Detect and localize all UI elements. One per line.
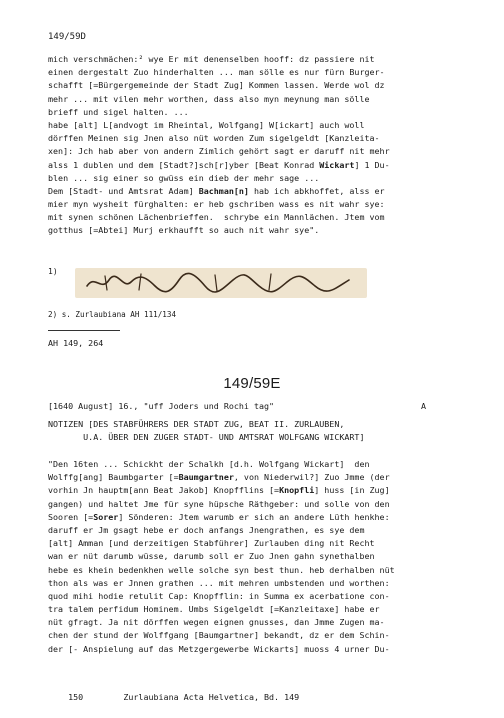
heading-line: NOTIZEN [DES STABFÜHRERS DER STADT ZUG, BEAT II. ZURLAUBEN,	[48, 419, 345, 429]
text-block-149-59e	[48, 458, 395, 656]
text-line: alss 1 dublen und dem [Stadt?]sch[r]yber [Beat Konrad Wickart] 1 Du-	[48, 159, 390, 170]
text-line: tra talem perfidum Hominem. Umbs Sigelgeldt [=Kanzleitaxe] habe er	[48, 604, 380, 615]
text-line: einen dergestalt Zuo hinderhalten ... man sölle es nur fürn Burger-	[48, 67, 385, 78]
text-line: thon als was er Jnnen grathen ... mit mehren umbstenden und worthen:	[48, 577, 390, 588]
text-line: schafft [=Bürgergemeinde der Stadt Zug] Kommen lassen. Werde wol dz	[48, 80, 385, 91]
text-line: brieff und sigel halten. ...	[48, 106, 189, 117]
text-line: Dem [Stadt- und Amtsrat Adam] Bachman[n] hab ich abkhoffet, alss er	[48, 185, 385, 196]
text-line: "Den 16ten ... Schickht der Schalkh [d.h. Wolfgang Wickart] den	[48, 459, 370, 469]
text-line: chen der stund der Wolffgang [Baumgartner] bekandt, dz er dem Schin-	[48, 630, 390, 641]
date-line: [1640 August] 16., "uff Joders und Rochi tag"	[48, 401, 275, 411]
text-line: vorhin Jn hauptm[ann Beat Jakob] Knopfflins [=Knopfli] huss [in Zug]	[48, 485, 390, 496]
text-line: hebe es khein bedenkhen welle solche syn best thun. heb derhalben nüt	[48, 564, 395, 575]
heading-line: U.A. ÜBER DEN ZUGER STADT- UND AMTSRAT WOLFGANG WICKART]	[48, 432, 365, 443]
footnote-1-label: 1)	[48, 267, 58, 276]
archive-reference: AH 149, 264	[48, 338, 104, 348]
text-line: daruff er Jm gsagt hebe er doch anfangs Jnengrathen, es sye dem	[48, 524, 365, 535]
text-line: Wolffg[ang] Baumbgarter [=Baumgartner, von Niederwil?] Zuo Jmme (der	[48, 472, 390, 483]
footer-title: Zurlaubiana Acta Helvetica, Bd. 149	[123, 692, 300, 703]
text-line: quod mihi hodie retulit Cap: Knopfflin: in Summa ex acerbatione con-	[48, 590, 390, 601]
section-title: 149/59E	[223, 375, 281, 392]
text-line: mehr ... mit vilen mehr worthen, dass also myn meynung man sölle	[48, 93, 370, 104]
footnote-2: 2) s. Zurlaubiana AH 111/134	[48, 310, 177, 319]
text-line: gotthus [=Abtei] Murj erkhaufft so auch nit wahr sye".	[48, 225, 320, 236]
text-line: gangen) und haltet Jme für syne hüpsche Räthgeber: und solle von den	[48, 498, 390, 509]
text-line: Sooren [=Sorer] Sönderen: Jtem warumb er sich an andere Lüth henkhe:	[48, 511, 390, 522]
signature-image	[75, 268, 367, 298]
text-line: mier myn wysheit fürghalten: er heb gschriben wass es nit wahr sye:	[48, 199, 385, 210]
page-footer	[48, 678, 299, 718]
text-line: dörffen Meinen sig Jnen also nüt worden Zum sigelgeldt [Kanzleita-	[48, 133, 380, 144]
text-block-149-59d	[48, 53, 390, 238]
divider	[48, 330, 120, 331]
text-line: wan er nüt darumb wüsse, darumb soll er Zuo Jnen gahn synethalben	[48, 551, 375, 562]
text-line: habe [alt] L[andvogt im Rheintal, Wolfgang] W[ickart] auch woll	[48, 119, 365, 130]
footer-page-number: 150	[68, 692, 84, 703]
text-line: blen ... sig einer so gwüss ein dieb der mehr sage ...	[48, 172, 320, 183]
text-line: mit synen schönen Lächenbrieffen. schrybe ein Mannlächen. Jtem vom	[48, 212, 385, 223]
running-header: 149/59D	[48, 32, 86, 42]
handwriting-signature-icon	[75, 268, 367, 298]
notizen-heading	[48, 418, 364, 444]
type-mark: A	[421, 401, 427, 411]
text-line: [alt] Amman [und derzeitigen Stabführer] Zurlauben ding nit Recht	[48, 538, 375, 549]
text-line: der [- Anspielung auf das Metzgergewerbe Wickarts] muoss 4 urner Du-	[48, 643, 390, 654]
text-line: nüt gfragt. Ja nit dörffen wegen eignen gnusses, dan Jmme Zugen ma-	[48, 617, 385, 628]
text-line: xen]: Jch hab aber von andern Zimlich gehört sagt er daruff nit mehr	[48, 146, 390, 157]
text-line: mich verschmächen:² wye Er mit denenselben hooff: dz passiere nit	[48, 54, 375, 64]
